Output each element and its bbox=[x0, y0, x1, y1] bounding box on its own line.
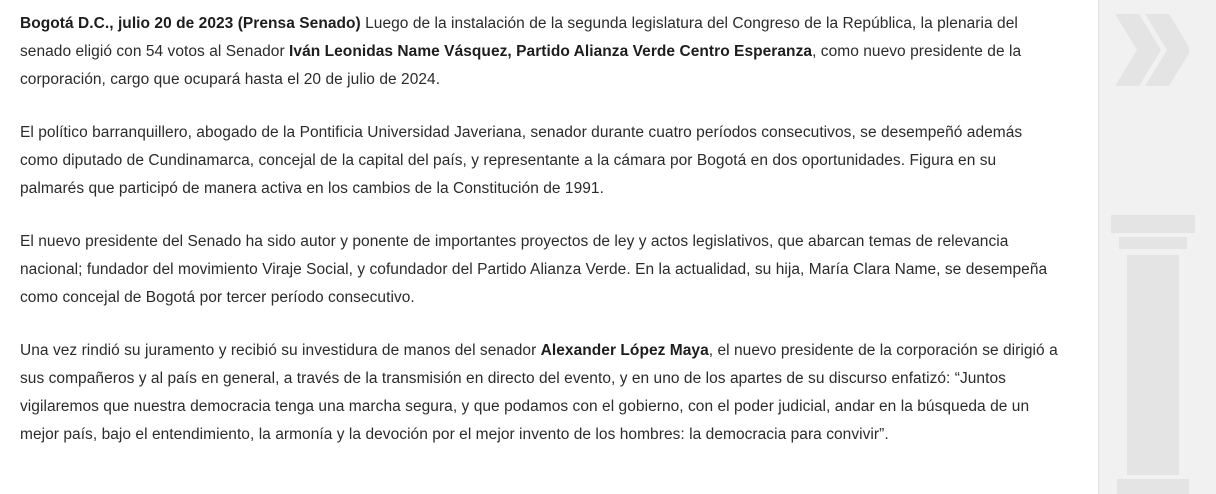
article-body bbox=[20, 10, 1058, 449]
article-paragraph bbox=[20, 337, 1058, 449]
article-text: , el nuevo presidente de la corporación se dirigió a sus compañeros y al país en general, a través de la transmisión en directo del evento, y en uno de los apartes de su discurso enfatizó: “Juntos vigilaremos que nuestra democracia tenga una marcha segura, y que podamos con el gobierno, con el poder judicial, andar en la búsqueda de un mejor país, bajo el entendimiento, la armonía y la devoción por el mejor invento de los hombres: la democracia para convivir”. bbox=[20, 342, 1058, 443]
classical-column-icon bbox=[1107, 215, 1199, 494]
article-paragraph bbox=[20, 10, 1058, 94]
article-text: El nuevo presidente del Senado ha sido autor y ponente de importantes proyectos de ley y actos legislativos, que abarcan temas de relevancia nacional; fundador del movimiento Viraje Social, y cofundador del Partido Alianza Verde. En la actualidad, su hija, María Clara Name, se desempeña como concejal de Bogotá por tercer período consecutivo. bbox=[20, 233, 1048, 306]
article-text: Una vez rindió su juramento y recibió su investidura de manos del senador bbox=[20, 342, 541, 359]
sidebar-rail bbox=[1099, 0, 1216, 494]
double-chevron-right-icon bbox=[1109, 10, 1189, 90]
article-text: Luego de la instalación de la segunda legislatura del Congreso de la República, la plenaria del senado eligió con 54 votos al Senador bbox=[20, 15, 1018, 60]
article-paragraph bbox=[20, 228, 1058, 312]
article-text: El político barranquillero, abogado de la Pontificia Universidad Javeriana, senador durante cuatro períodos consecutivos, se desempeñó además como diputado de Cundinamarca, concejal de la capital del país, y representante a la cámara por Bogotá en dos oportunidades. Figura en su palmarés que participó de manera activa en los cambios de la Constitución de 1991. bbox=[20, 124, 1023, 197]
article-paragraph bbox=[20, 119, 1058, 203]
article-emphasis: Alexander López Maya bbox=[540, 342, 709, 359]
article-emphasis: Bogotá D.C., julio 20 de 2023 (Prensa Senado) bbox=[20, 15, 361, 32]
article-emphasis: Iván Leonidas Name Vásquez, Partido Alianza Verde Centro Esperanza bbox=[289, 43, 813, 60]
article-text: , como nuevo presidente de la corporación, cargo que ocupará hasta el 20 de julio de 2024. bbox=[20, 43, 1022, 88]
